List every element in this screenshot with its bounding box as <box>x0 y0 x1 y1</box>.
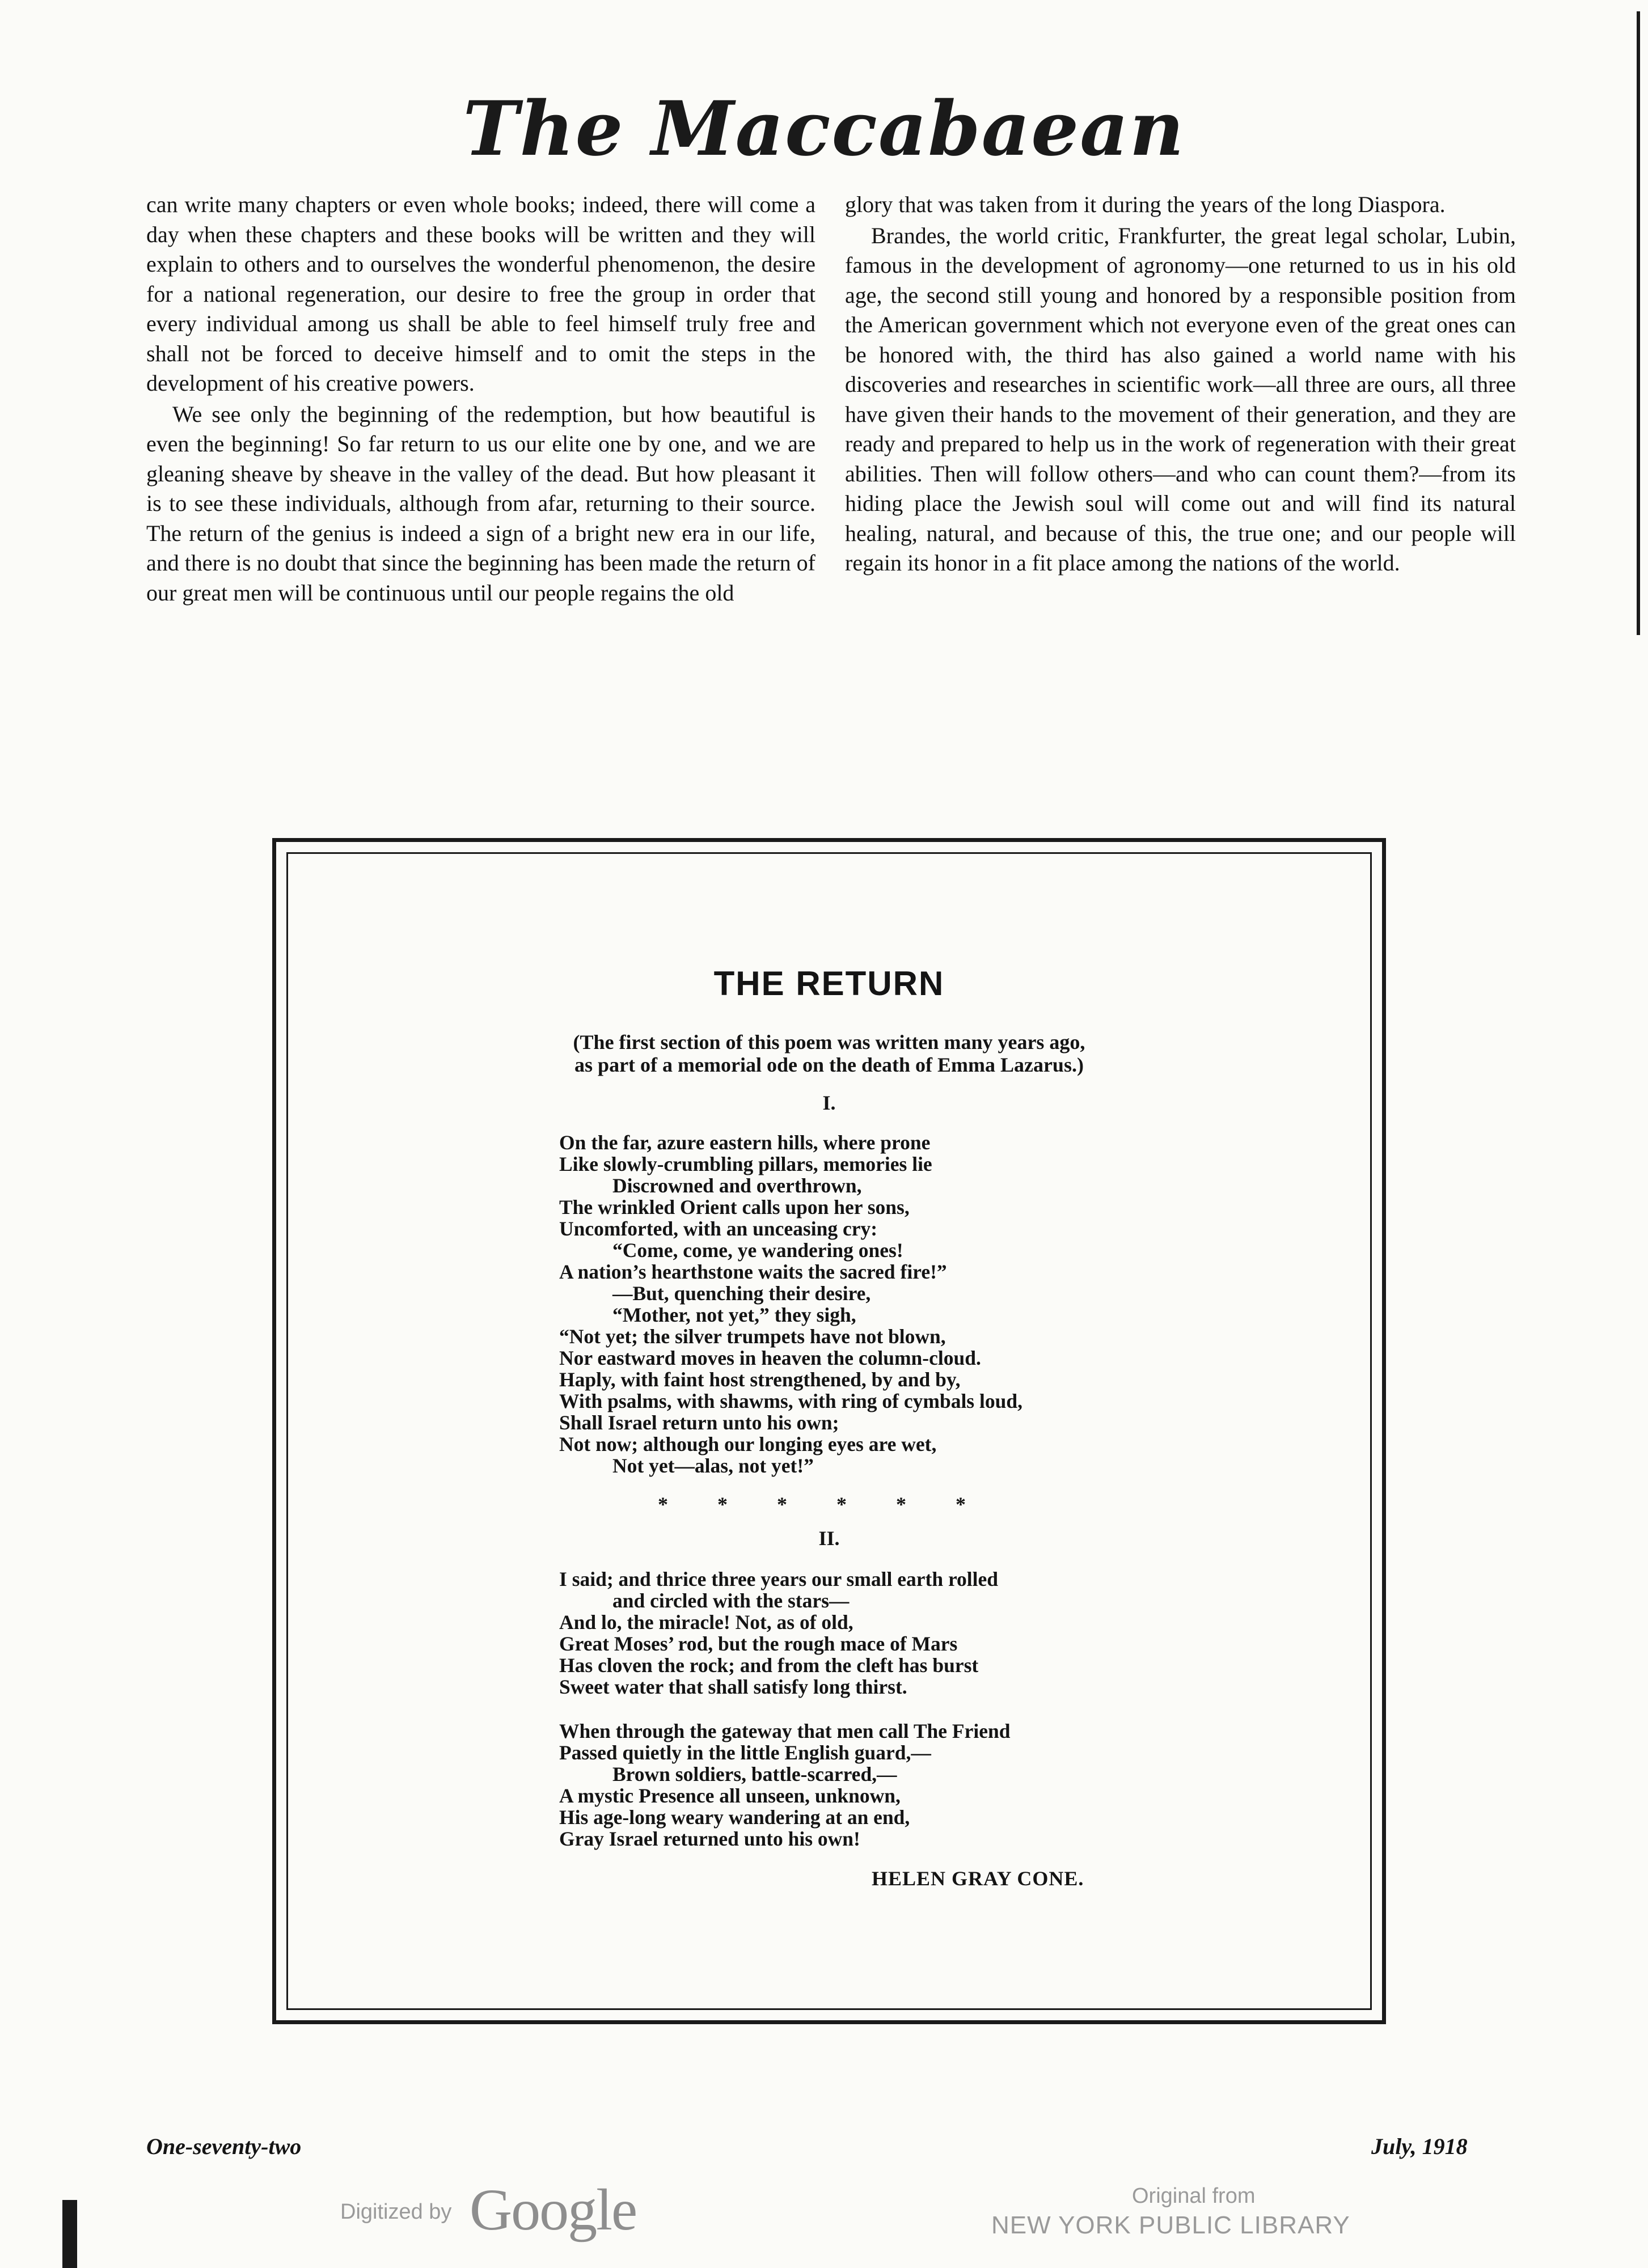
poem-line: Gray Israel returned unto his own! <box>559 1827 860 1850</box>
poem-line: His age-long weary wandering at an end, <box>559 1806 910 1829</box>
right-paragraph-2: Brandes, the world critic, Frankfurter, the great legal scholar, Lubin, famous in the development of agronomy—one returned to us in his old age, the second still young and honored by a responsible position from the American government which not everyone even of the great ones can be honored with, the third has also gained a world name with his discoveries and researches in scientific work—all three are ours, all three have given their hands to the movement of their generation, and they are ready and prepared to help us in the work of regeneration with their great abilities. Then will follow others—and who can count them?—from its hiding place the Jewish soul will come out and will find its natural healing, natural, and because of this, the true one; and our people will regain its honor in a fit place among the nations of the world. <box>845 222 1516 576</box>
poem-section-2-label: II. <box>818 1527 840 1550</box>
poem-line: With psalms, with shawms, with ring of cymbals loud, <box>559 1390 1022 1412</box>
poem-line: Brown soldiers, battle-scarred,— <box>612 1763 897 1785</box>
poem-line: A nation’s hearthstone waits the sacred fire!” <box>559 1260 947 1283</box>
poem-line: On the far, azure eastern hills, where prone <box>559 1131 931 1154</box>
left-paragraph-2: We see only the beginning of the redemption, but how beautiful is even the beginning! So far return to us our elite one by one, and we are gleaning sheave by sheave in the valley of the dead. But how pleasant it is to see these individuals, although from afar, returning to their source. The return of the genius is indeed a sign of a bright new era in our life, and there is no doubt that since the beginning has been made the return of our great men will be continuous until our people regains the old <box>146 401 815 606</box>
google-logo-text: Google <box>470 2177 637 2242</box>
poem-title: THE RETURN <box>713 964 945 1002</box>
original-from-label: Original from <box>1132 2184 1256 2208</box>
poem-line: Sweet water that shall satisfy long thirst. <box>559 1675 907 1698</box>
poem-line: The wrinkled Orient calls upon her sons, <box>559 1196 910 1218</box>
poem-line: A mystic Presence all unseen, unknown, <box>559 1784 901 1807</box>
poem-line: Not yet—alas, not yet!” <box>612 1454 814 1477</box>
left-column <box>146 190 815 609</box>
poem-line: Shall Israel return unto his own; <box>559 1411 839 1434</box>
poem-line: “Not yet; the silver trumpets have not blown, <box>559 1325 946 1348</box>
poem-line: Like slowly-crumbling pillars, memories lie <box>559 1153 932 1175</box>
footer-date: July, 1918 <box>1371 2134 1468 2159</box>
poem-line: “Come, come, ye wandering ones! <box>612 1239 903 1262</box>
poem-line: Passed quietly in the little English guard,— <box>559 1741 931 1764</box>
poem-section-1-label: I. <box>822 1091 836 1114</box>
poem-line: —But, quenching their desire, <box>612 1282 871 1305</box>
poem-line: and circled with the stars— <box>612 1589 850 1612</box>
poem-line: “Mother, not yet,” they sigh, <box>612 1304 856 1326</box>
poem-line: Has cloven the rock; and from the cleft has burst <box>559 1654 979 1677</box>
poem-line: Discrowned and overthrown, <box>612 1174 862 1197</box>
poem-note-line-1: (The first section of this poem was written many years ago, <box>573 1031 1085 1053</box>
scan-edge-shadow <box>1637 11 1640 635</box>
left-paragraph-1: can write many chapters or even whole books; indeed, there will come a day when these chapters and these books will be written and they will explain to others and to ourselves the wonderful phenomenon, the desire for a national regeneration, our desire to free the group in order that every individual among us shall be able to feel himself truly free and shall not be forced to deceive himself and to omit the steps in the development of his creative powers. <box>146 192 815 396</box>
section-divider-stars: * * * * * * <box>658 1493 966 1516</box>
right-paragraph-1: glory that was taken from it during the years of the long Diaspora. <box>845 192 1446 217</box>
poem-line: When through the gateway that men call The Friend <box>559 1720 1011 1742</box>
masthead-title: The Maccabaean <box>463 85 1185 173</box>
poem-line: I said; and thrice three years our small earth rolled <box>559 1568 999 1590</box>
scan-thumb-shadow <box>62 2200 77 2268</box>
poem-line: Not now; although our longing eyes are wet, <box>559 1433 937 1455</box>
poem-section-2-stanza-1 <box>559 1568 998 1698</box>
poem-section-2-stanza-2 <box>559 1720 1010 1850</box>
poem-note-line-2: as part of a memorial ode on the death of Emma Lazarus.) <box>574 1053 1084 1076</box>
poem-line: Haply, with faint host strengthened, by and by, <box>559 1368 961 1391</box>
digitized-by-label: Digitized by <box>340 2200 452 2224</box>
poem-author: HELEN GRAY CONE. <box>872 1867 1084 1890</box>
right-column <box>845 190 1516 579</box>
poem-line: Uncomforted, with an unceasing cry: <box>559 1217 878 1240</box>
poem-line: Great Moses’ rod, but the rough mace of Mars <box>559 1632 958 1655</box>
poem-line: Nor eastward moves in heaven the column-cloud. <box>559 1347 981 1369</box>
poem-line: And lo, the miracle! Not, as of old, <box>559 1611 853 1634</box>
poem-section-1 <box>559 1132 1022 1476</box>
footer-page-label: One-seventy-two <box>146 2134 302 2159</box>
library-name: NEW YORK PUBLIC LIBRARY <box>991 2211 1350 2239</box>
